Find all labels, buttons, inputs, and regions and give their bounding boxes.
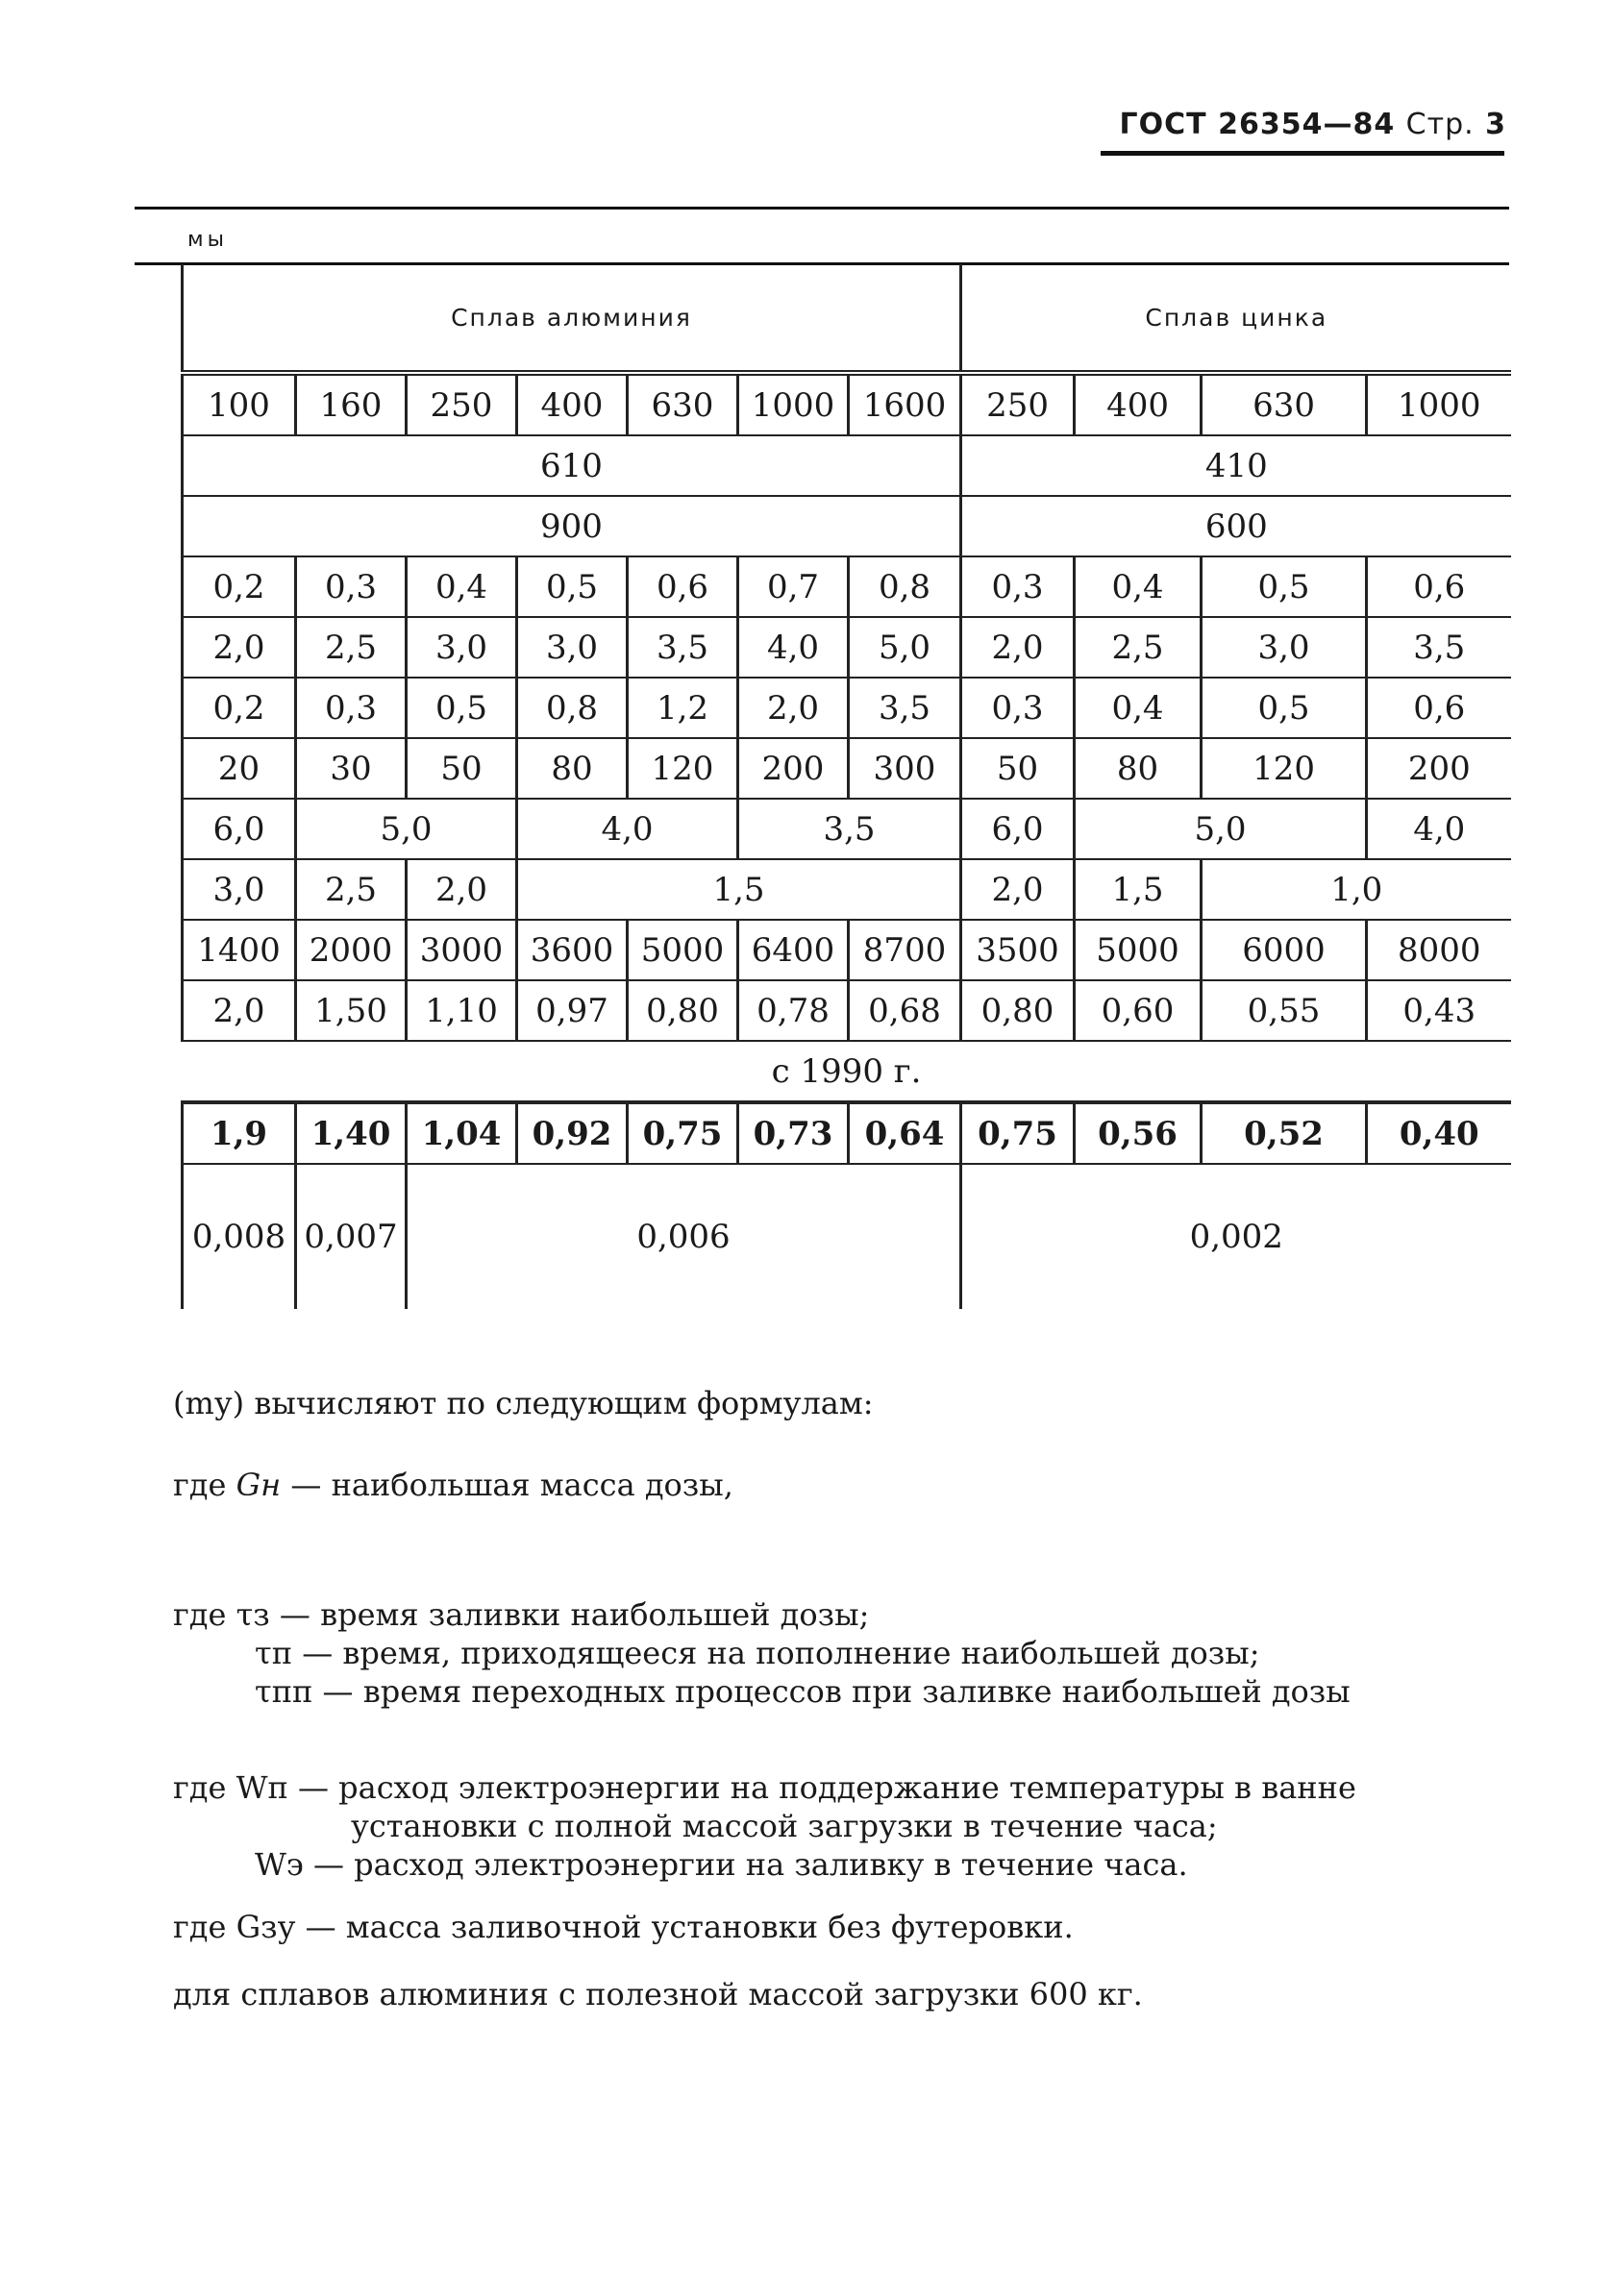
table-cell: 0,64 (849, 1102, 961, 1164)
table-row (183, 1164, 1511, 1309)
table-cell: 3000 (407, 920, 517, 980)
definition-text: Wп — расход электроэнергии на поддержание температуры в ванне (236, 1769, 1356, 1806)
page-label: Стр. (1405, 108, 1475, 141)
table-cell: 8000 (1367, 920, 1511, 980)
parameters-table (181, 264, 1511, 1309)
table-cell: 50 (961, 738, 1075, 799)
where-label: где (173, 1909, 227, 1945)
table-cell: 630 (1202, 373, 1367, 435)
table-cell: 0,92 (517, 1102, 628, 1164)
table-cell: 2,0 (961, 859, 1075, 920)
formula-intro: (mу) вычисляют по следующим формулам: (173, 1385, 874, 1421)
table-row (183, 435, 1511, 496)
table-cell: 0,68 (849, 980, 961, 1041)
definition-text: Wэ — расход электроэнергии на заливку в течение часа. (255, 1846, 1188, 1883)
table-cell: 0,4 (1075, 556, 1202, 617)
table-cell: 30 (296, 738, 407, 799)
table-cell: 0,80 (628, 980, 738, 1041)
table-cell: 0,75 (628, 1102, 738, 1164)
table-row (183, 496, 1511, 556)
table-cell: 160 (296, 373, 407, 435)
table-cell: 0,3 (961, 678, 1075, 738)
table-cell: 0,5 (517, 556, 628, 617)
group-zinc: Сплав цинка (961, 264, 1511, 373)
table-cell: 80 (1075, 738, 1202, 799)
table-cell: 0,55 (1202, 980, 1367, 1041)
table-cell: 0,8 (849, 556, 961, 617)
note-row (183, 1041, 1511, 1102)
table-cell: 1400 (183, 920, 296, 980)
table-cell: 5000 (628, 920, 738, 980)
table-cell: 0,97 (517, 980, 628, 1041)
table-cell: 900 (183, 496, 961, 556)
where-label: где (173, 1467, 227, 1503)
table-cell: 1,9 (183, 1102, 296, 1164)
table-row (183, 678, 1511, 738)
table-cell: 0,78 (738, 980, 849, 1041)
table-cell: 3,5 (738, 799, 961, 859)
table-cell: 0,60 (1075, 980, 1202, 1041)
table-cell: 6400 (738, 920, 849, 980)
table-row (183, 859, 1511, 920)
table-cell: 2,5 (296, 617, 407, 678)
table-cell: 0,6 (628, 556, 738, 617)
table-cell: 250 (961, 373, 1075, 435)
table-cell: 1,0 (1202, 859, 1511, 920)
table-cell: 0,4 (1075, 678, 1202, 738)
definition-text: — наибольшая масса дозы, (290, 1467, 733, 1503)
table-cell: 4,0 (738, 617, 849, 678)
table-cell: 5,0 (296, 799, 517, 859)
table-cell: 600 (961, 496, 1511, 556)
table-row (183, 738, 1511, 799)
table-cell: 1,5 (1075, 859, 1202, 920)
capacity-row (183, 373, 1511, 435)
table-row (183, 980, 1511, 1041)
table-cell: 5000 (1075, 920, 1202, 980)
table-cell: 6,0 (183, 799, 296, 859)
where-label: где (173, 1769, 227, 1806)
table-cell: 0,3 (296, 678, 407, 738)
table-cell: 120 (1202, 738, 1367, 799)
definition-tau (173, 1595, 1351, 1711)
table-cell: 250 (407, 373, 517, 435)
table-cell: 3,0 (517, 617, 628, 678)
table-cell: 0,2 (183, 556, 296, 617)
table-cell: 0,006 (407, 1164, 961, 1309)
table-cell: 0,80 (961, 980, 1075, 1041)
definition-text: установки с полной массой загрузки в течение часа; (351, 1808, 1218, 1844)
definition-text: τп — время, приходящееся на пополнение наибольшей дозы; (255, 1635, 1260, 1671)
table-cell: 2,5 (296, 859, 407, 920)
table-row (183, 556, 1511, 617)
group-aluminium: Сплав алюминия (183, 264, 961, 373)
table-cell: 0,40 (1367, 1102, 1511, 1164)
table-cell: 1,5 (517, 859, 961, 920)
table-cell: 0,6 (1367, 556, 1511, 617)
table-cell: 1,2 (628, 678, 738, 738)
table-row (183, 617, 1511, 678)
table-cell: 1,50 (296, 980, 407, 1041)
table-cell: 0,73 (738, 1102, 849, 1164)
table-cell: 0,7 (738, 556, 849, 617)
note-1990: с 1990 г. (183, 1041, 1511, 1102)
definition-gn (173, 1466, 733, 1504)
table-cell: 200 (738, 738, 849, 799)
page-header (1120, 108, 1506, 141)
table-cell: 2,0 (183, 980, 296, 1041)
table-row (183, 799, 1511, 859)
truncated-heading: мы (187, 228, 228, 252)
closing-line: для сплавов алюминия с полезной массой загрузки 600 кг. (173, 1976, 1143, 2012)
table-cell: 2,0 (183, 617, 296, 678)
table-cell: 0,4 (407, 556, 517, 617)
table-cell: 20 (183, 738, 296, 799)
table-cell: 0,3 (961, 556, 1075, 617)
table-cell: 120 (628, 738, 738, 799)
symbol: Gн (236, 1467, 282, 1503)
table-cell: 3600 (517, 920, 628, 980)
table-cell: 6,0 (961, 799, 1075, 859)
definition-text: Gзу — масса заливочной установки без футеровки. (236, 1909, 1074, 1945)
table-cell: 0,8 (517, 678, 628, 738)
table-cell: 2,0 (407, 859, 517, 920)
doc-number: ГОСТ 26354—84 (1119, 108, 1396, 141)
table-cell: 0,007 (296, 1164, 407, 1309)
table-cell: 1600 (849, 373, 961, 435)
table-cell: 400 (1075, 373, 1202, 435)
table-cell: 2,0 (961, 617, 1075, 678)
table-cell: 3,5 (628, 617, 738, 678)
where-label: где (173, 1596, 227, 1633)
table-cell: 0,008 (183, 1164, 296, 1309)
definition-w (173, 1768, 1356, 1884)
table-cell: 1,10 (407, 980, 517, 1041)
table-cell: 0,75 (961, 1102, 1075, 1164)
table-cell: 400 (517, 373, 628, 435)
table-row (183, 920, 1511, 980)
table-top-rule (135, 207, 1509, 210)
table-cell: 80 (517, 738, 628, 799)
table-cell: 0,56 (1075, 1102, 1202, 1164)
table-cell: 1000 (1367, 373, 1511, 435)
table-cell: 50 (407, 738, 517, 799)
table-cell: 1,40 (296, 1102, 407, 1164)
table-cell: 0,5 (1202, 678, 1367, 738)
table-group-row (183, 264, 1511, 373)
table-cell: 3500 (961, 920, 1075, 980)
table-cell: 4,0 (517, 799, 738, 859)
table-cell: 1000 (738, 373, 849, 435)
table-cell: 0,5 (1202, 556, 1367, 617)
table-cell: 5,0 (1075, 799, 1367, 859)
table-cell: 0,002 (961, 1164, 1511, 1309)
table-cell: 6000 (1202, 920, 1367, 980)
table-cell: 0,43 (1367, 980, 1511, 1041)
definition-text: τз — время заливки наибольшей дозы; (236, 1596, 870, 1633)
table-cell: 0,52 (1202, 1102, 1367, 1164)
definition-gzu (173, 1908, 1074, 1946)
header-rule (1101, 151, 1504, 156)
table-cell: 0,2 (183, 678, 296, 738)
table-cell: 3,0 (183, 859, 296, 920)
table-cell: 610 (183, 435, 961, 496)
table-cell: 410 (961, 435, 1511, 496)
table-cell: 8700 (849, 920, 961, 980)
page-number: 3 (1485, 108, 1506, 141)
table-cell: 630 (628, 373, 738, 435)
table-cell: 3,0 (1202, 617, 1367, 678)
table-cell: 2,5 (1075, 617, 1202, 678)
definition-text: τпп — время переходных процессов при заливке наибольшей дозы (255, 1673, 1351, 1710)
table-cell: 0,6 (1367, 678, 1511, 738)
table-cell: 4,0 (1367, 799, 1511, 859)
table-cell: 100 (183, 373, 296, 435)
table-cell: 300 (849, 738, 961, 799)
table-cell: 2000 (296, 920, 407, 980)
table-cell: 0,5 (407, 678, 517, 738)
table-cell: 1,04 (407, 1102, 517, 1164)
table-cell: 3,5 (849, 678, 961, 738)
table-cell: 5,0 (849, 617, 961, 678)
table-row (183, 1102, 1511, 1164)
table-cell: 200 (1367, 738, 1511, 799)
table-cell: 0,3 (296, 556, 407, 617)
table-cell: 3,0 (407, 617, 517, 678)
table-cell: 2,0 (738, 678, 849, 738)
table-cell: 3,5 (1367, 617, 1511, 678)
